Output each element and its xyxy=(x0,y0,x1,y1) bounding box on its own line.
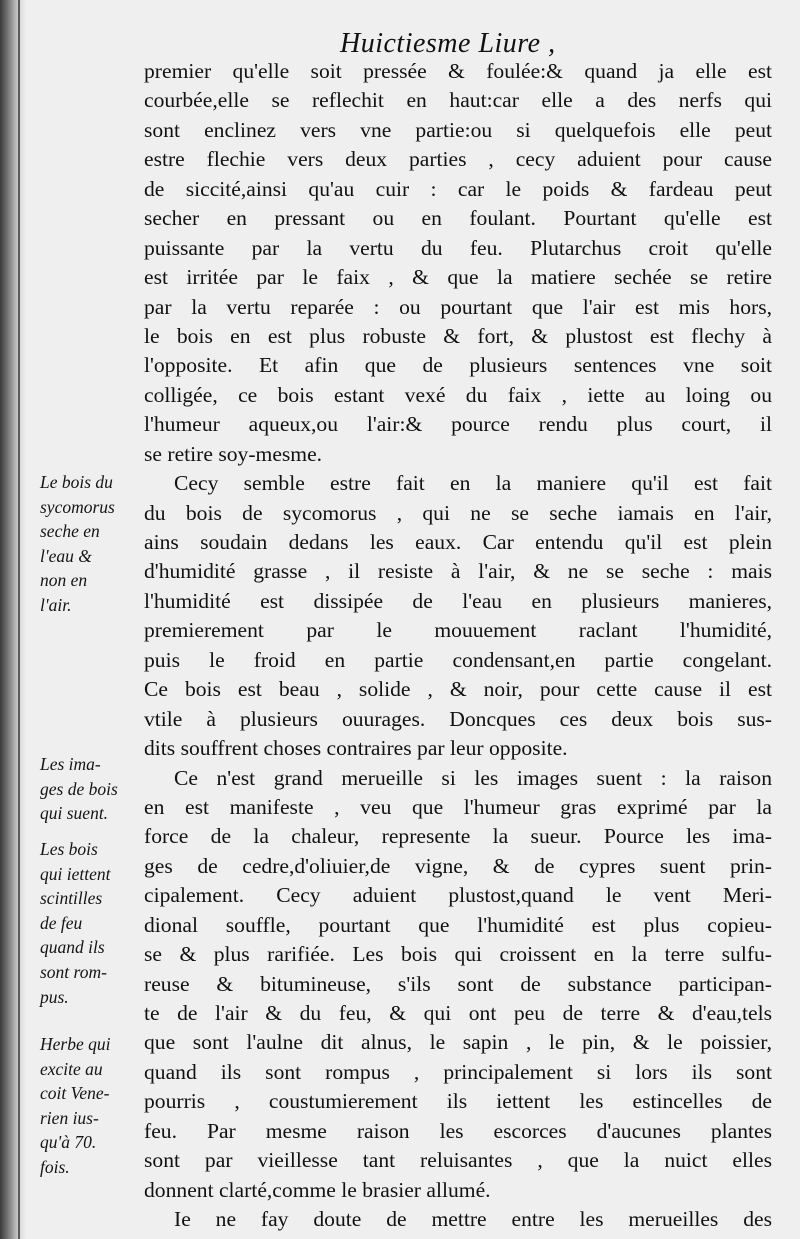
margin-note-line: sycomorus xyxy=(40,496,115,517)
text-line: sont par vieillesse tant reluisantes , que la nuict elles xyxy=(144,1148,772,1173)
margin-note-sycomorus xyxy=(40,470,145,618)
margin-note-line: pus. xyxy=(40,986,69,1007)
text-line: que sont l'aulne dit alnus, le sapin , le pin, & le poissier, xyxy=(144,1030,772,1055)
binding-gutter xyxy=(0,0,26,1239)
text-line: estre flechie vers deux parties , cecy aduient pour cause xyxy=(144,147,772,172)
text-line: feu. Par mesme raison les escorces d'aucunes plantes xyxy=(144,1118,772,1143)
text-line: dits souffrent choses contraires par leur opposite. xyxy=(144,736,568,761)
margin-note-line: l'air. xyxy=(40,594,72,615)
text-line: secher en pressant ou en foulant. Pourtant qu'elle est xyxy=(144,206,772,231)
margin-note-line: qui suent. xyxy=(40,803,109,824)
text-line: puis le froid en partie condensant,en partie congelant. xyxy=(144,647,772,672)
text-line: ains soudain dedans les eaux. Car entendu qu'il est plein xyxy=(144,530,772,554)
text-line: le bois en est plus robuste & fort, & plustost est flechy à xyxy=(144,323,772,348)
text-line: Ce n'est grand merueille si les images suent : la raison xyxy=(174,765,772,790)
text-line: du bois de sycomorus , qui ne se seche iamais en l'air, xyxy=(144,500,772,525)
margin-note-line: quand ils xyxy=(40,937,105,958)
text-line: courbée,elle se reflechit en haut:car elle a des nerfs qui xyxy=(144,88,772,113)
margin-note-line: Le bois du xyxy=(40,472,113,492)
text-line: Ce bois est beau , solide , & noir, pour cette cause il est xyxy=(144,677,772,702)
margin-note-line: Herbe qui xyxy=(40,1034,111,1054)
text-line: Cecy semble estre fait en la maniere qu'il est fait xyxy=(174,471,772,496)
running-head: Huictiesme Liure , xyxy=(340,28,556,59)
margin-note-line: l'eau & xyxy=(40,545,92,566)
text-line: colligée, ce bois estant vexé du faix , iette au loing ou xyxy=(144,382,772,407)
margin-note-line: non en xyxy=(40,570,88,591)
text-line: sont enclinez vers vne partie:ou si quelquefois elle peut xyxy=(144,117,772,142)
body-text xyxy=(144,57,772,1235)
text-line: se retire soy-mesme. xyxy=(144,441,323,466)
text-line: ges de cedre,d'oliuier,de vigne, & de cypres suent prin- xyxy=(144,853,772,878)
text-line: premier qu'elle soit pressée & foulée:& quand ja elle est xyxy=(144,59,772,83)
text-line: vtile à plusieurs ouurages. Doncques ces deux bois sus- xyxy=(144,706,772,731)
text-line: donnent clarté,comme le brasier allumé. xyxy=(144,1177,491,1202)
text-line: par la vertu reparée : ou pourtant que l'air est mis hors, xyxy=(144,294,772,319)
text-line: force de la chaleur, represente la sueur. Pource les ima- xyxy=(144,824,772,849)
text-line: reuse & bitumineuse, s'ils sont de substance participan- xyxy=(144,971,772,996)
text-line: premierement par le mouuement raclant l'humidité, xyxy=(144,618,772,643)
text-line: l'humeur aqueux,ou l'air:& pource rendu plus court, il xyxy=(144,412,772,437)
margin-note-line: ges de bois xyxy=(40,778,118,799)
text-line: l'humidité est dissipée de l'eau en plusieurs manieres, xyxy=(144,588,772,613)
text-line: d'humidité grasse , il resiste à l'air, & ne se seche : mais xyxy=(144,559,772,584)
text-line: est irritée par le faix , & que la matiere sechée se retire xyxy=(144,265,772,290)
text-line: cipalement. Cecy aduient plustost,quand le vent Meri- xyxy=(144,883,772,908)
margin-note-line: qui iettent xyxy=(40,863,111,884)
text-line: se & plus rarifiée. Les bois qui croissent en la terre sulfu- xyxy=(144,942,772,967)
margin-note-line: de feu xyxy=(40,912,83,933)
margin-note-line: Les bois xyxy=(40,839,98,859)
margin-note-images xyxy=(40,752,145,826)
text-line: de siccité,ainsi qu'au cuir : car le poids & fardeau peut xyxy=(144,176,772,201)
text-line: en est manifeste , veu que l'humeur gras exprimé par la xyxy=(144,794,772,819)
margin-note-scintilles xyxy=(40,837,145,1009)
text-line: dional souffle, pourtant que l'humidité est plus copieu- xyxy=(144,912,772,937)
text-line: pourris , coustumierement ils iettent les estincelles de xyxy=(144,1089,772,1114)
margin-note-line: Les ima- xyxy=(40,754,101,774)
margin-note-line: scintilles xyxy=(40,888,103,909)
margin-note-line: qu'à 70. xyxy=(40,1132,97,1153)
text-line: quand ils sont rompus , principalement si lors ils sont xyxy=(144,1059,772,1084)
margin-note-line: coit Vene- xyxy=(40,1083,110,1104)
text-line: puissante par la vertu du feu. Plutarchus croit qu'elle xyxy=(144,235,772,260)
margin-note-line: sont rom- xyxy=(40,961,107,982)
margin-note-line: seche en xyxy=(40,521,100,542)
gutter-edge xyxy=(18,0,20,1239)
margin-note-line: rien ius- xyxy=(40,1107,99,1128)
text-line: te de l'air & du feu, & qui ont peu de terre & d'eau,tels xyxy=(144,1001,772,1025)
margin-note-line: excite au xyxy=(40,1058,103,1079)
text-line: Ie ne fay doute de mettre entre les merueilles des xyxy=(174,1207,772,1232)
margin-note-herbe xyxy=(40,1032,145,1180)
margin-note-line: fois. xyxy=(40,1156,70,1177)
text-line: l'opposite. Et afin que de plusieurs sentences vne soit xyxy=(144,353,772,378)
